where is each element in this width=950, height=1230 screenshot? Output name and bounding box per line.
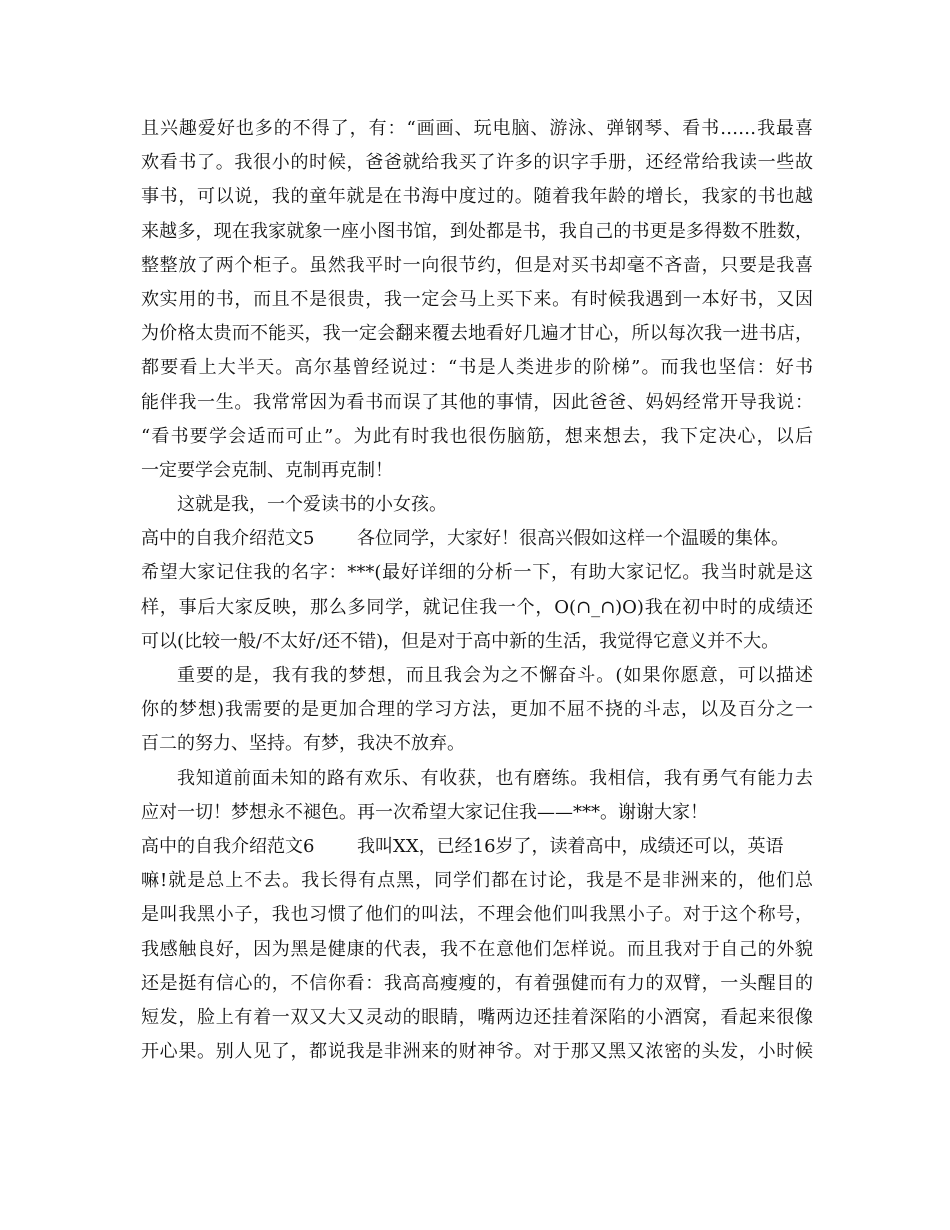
section-heading-line [141, 830, 813, 864]
text-line: 来越多，现在我家就象一座小图书馆，到处都是书，我自己的书更是多得数不胜数， [141, 220, 813, 242]
text-line: “看书要学会适而可止”。为此有时我也很伤脑筋，想来想去，我下定决心，以后 [141, 425, 813, 447]
text-line: 嘛!就是总上不去。我长得有点黑，同学们都在讨论，我是不是非洲来的，他们总 [141, 870, 813, 892]
text-line: 百二的努力、坚持。有梦，我决不放弃。 [141, 733, 465, 755]
text-line: 短发，脸上有着一双又大又灵动的眼睛，嘴两边还挂着深陷的小酒窝，看起来很像 [141, 1006, 813, 1028]
text-line: 欢看书了。我很小的时候，爸爸就给我买了许多的识字手册，还经常给我读一些故 [141, 152, 813, 174]
text-line: 样，事后大家反映，那么多同学，就记住我一个，O(∩_∩)O)我在初中时的成绩还 [141, 596, 813, 618]
text-line: 重要的是，我有我的梦想，而且我会为之不懈奋斗。(如果你愿意，可以描述 [177, 665, 813, 686]
section-first-line: 我叫XX，已经16岁了，读着高中，成绩还可以，英语 [357, 835, 784, 857]
text-line: 欢实用的书，而且不是很贵，我一定会马上买下来。有时候我遇到一本好书，又因 [141, 288, 813, 310]
document-body [141, 112, 813, 1069]
text-line: 还是挺有信心的，不信你看：我高高瘦瘦的，有着强健而有力的双臂，一头醒目的 [141, 972, 813, 994]
text-line: 你的梦想)我需要的是更加合理的学习方法，更加不屈不挠的斗志，以及百分之一 [141, 699, 813, 721]
text-line: 希望大家记住我的名字：***(最好详细的分析一下，有助大家记忆。我当时就是这 [141, 562, 813, 584]
section-first-line: 各位同学，大家好！很高兴假如这样一个温暖的集体。 [357, 528, 789, 550]
section-heading-line [141, 522, 813, 556]
section-title: 高中的自我介绍范文6 [141, 835, 315, 857]
text-line: 且兴趣爱好也多的不得了，有：“画画、玩电脑、游泳、弹钢琴、看书……我最喜 [141, 118, 813, 139]
text-line: 事书，可以说，我的童年就是在书海中度过的。随着我年龄的增长，我家的书也越 [141, 186, 813, 208]
text-line: 是叫我黑小子，我也习惯了他们的叫法，不理会他们叫我黑小子。对于这个称号， [141, 904, 813, 926]
text-line: 这就是我，一个爱读书的小女孩。 [177, 494, 447, 516]
text-line: 应对一切！梦想永不褪色。再一次希望大家记住我——***。谢谢大家！ [141, 801, 708, 823]
text-line: 能伴我一生。我常常因为看书而误了其他的事情，因此爸爸、妈妈经常开导我说： [141, 391, 813, 413]
text-line: 我知道前面未知的路有欢乐、有收获，也有磨练。我相信，我有勇气有能力去 [177, 767, 813, 789]
text-line: 都要看上大半天。高尔基曾经说过：“书是人类进步的阶梯”。而我也坚信：好书 [141, 357, 813, 379]
section-title: 高中的自我介绍范文5 [141, 528, 315, 550]
text-line: 可以(比较一般/不太好/还不错)，但是对于高中新的生活，我觉得它意义并不大。 [141, 630, 780, 652]
text-line: 整整放了两个柜子。虽然我平时一向很节约，但是对买书却毫不吝啬，只要是我喜 [141, 254, 813, 276]
text-line: 我感触良好，因为黑是健康的代表，我不在意他们怎样说。而且我对于自己的外貌 [141, 938, 813, 960]
text-line: 为价格太贵而不能买，我一定会翻来覆去地看好几遍才甘心，所以每次我一进书店， [141, 323, 813, 345]
text-line: 一定要学会克制、克制再克制！ [141, 459, 393, 481]
text-line: 开心果。别人见了，都说我是非洲来的财神爷。对于那又黑又浓密的头发，小时候 [141, 1041, 813, 1063]
